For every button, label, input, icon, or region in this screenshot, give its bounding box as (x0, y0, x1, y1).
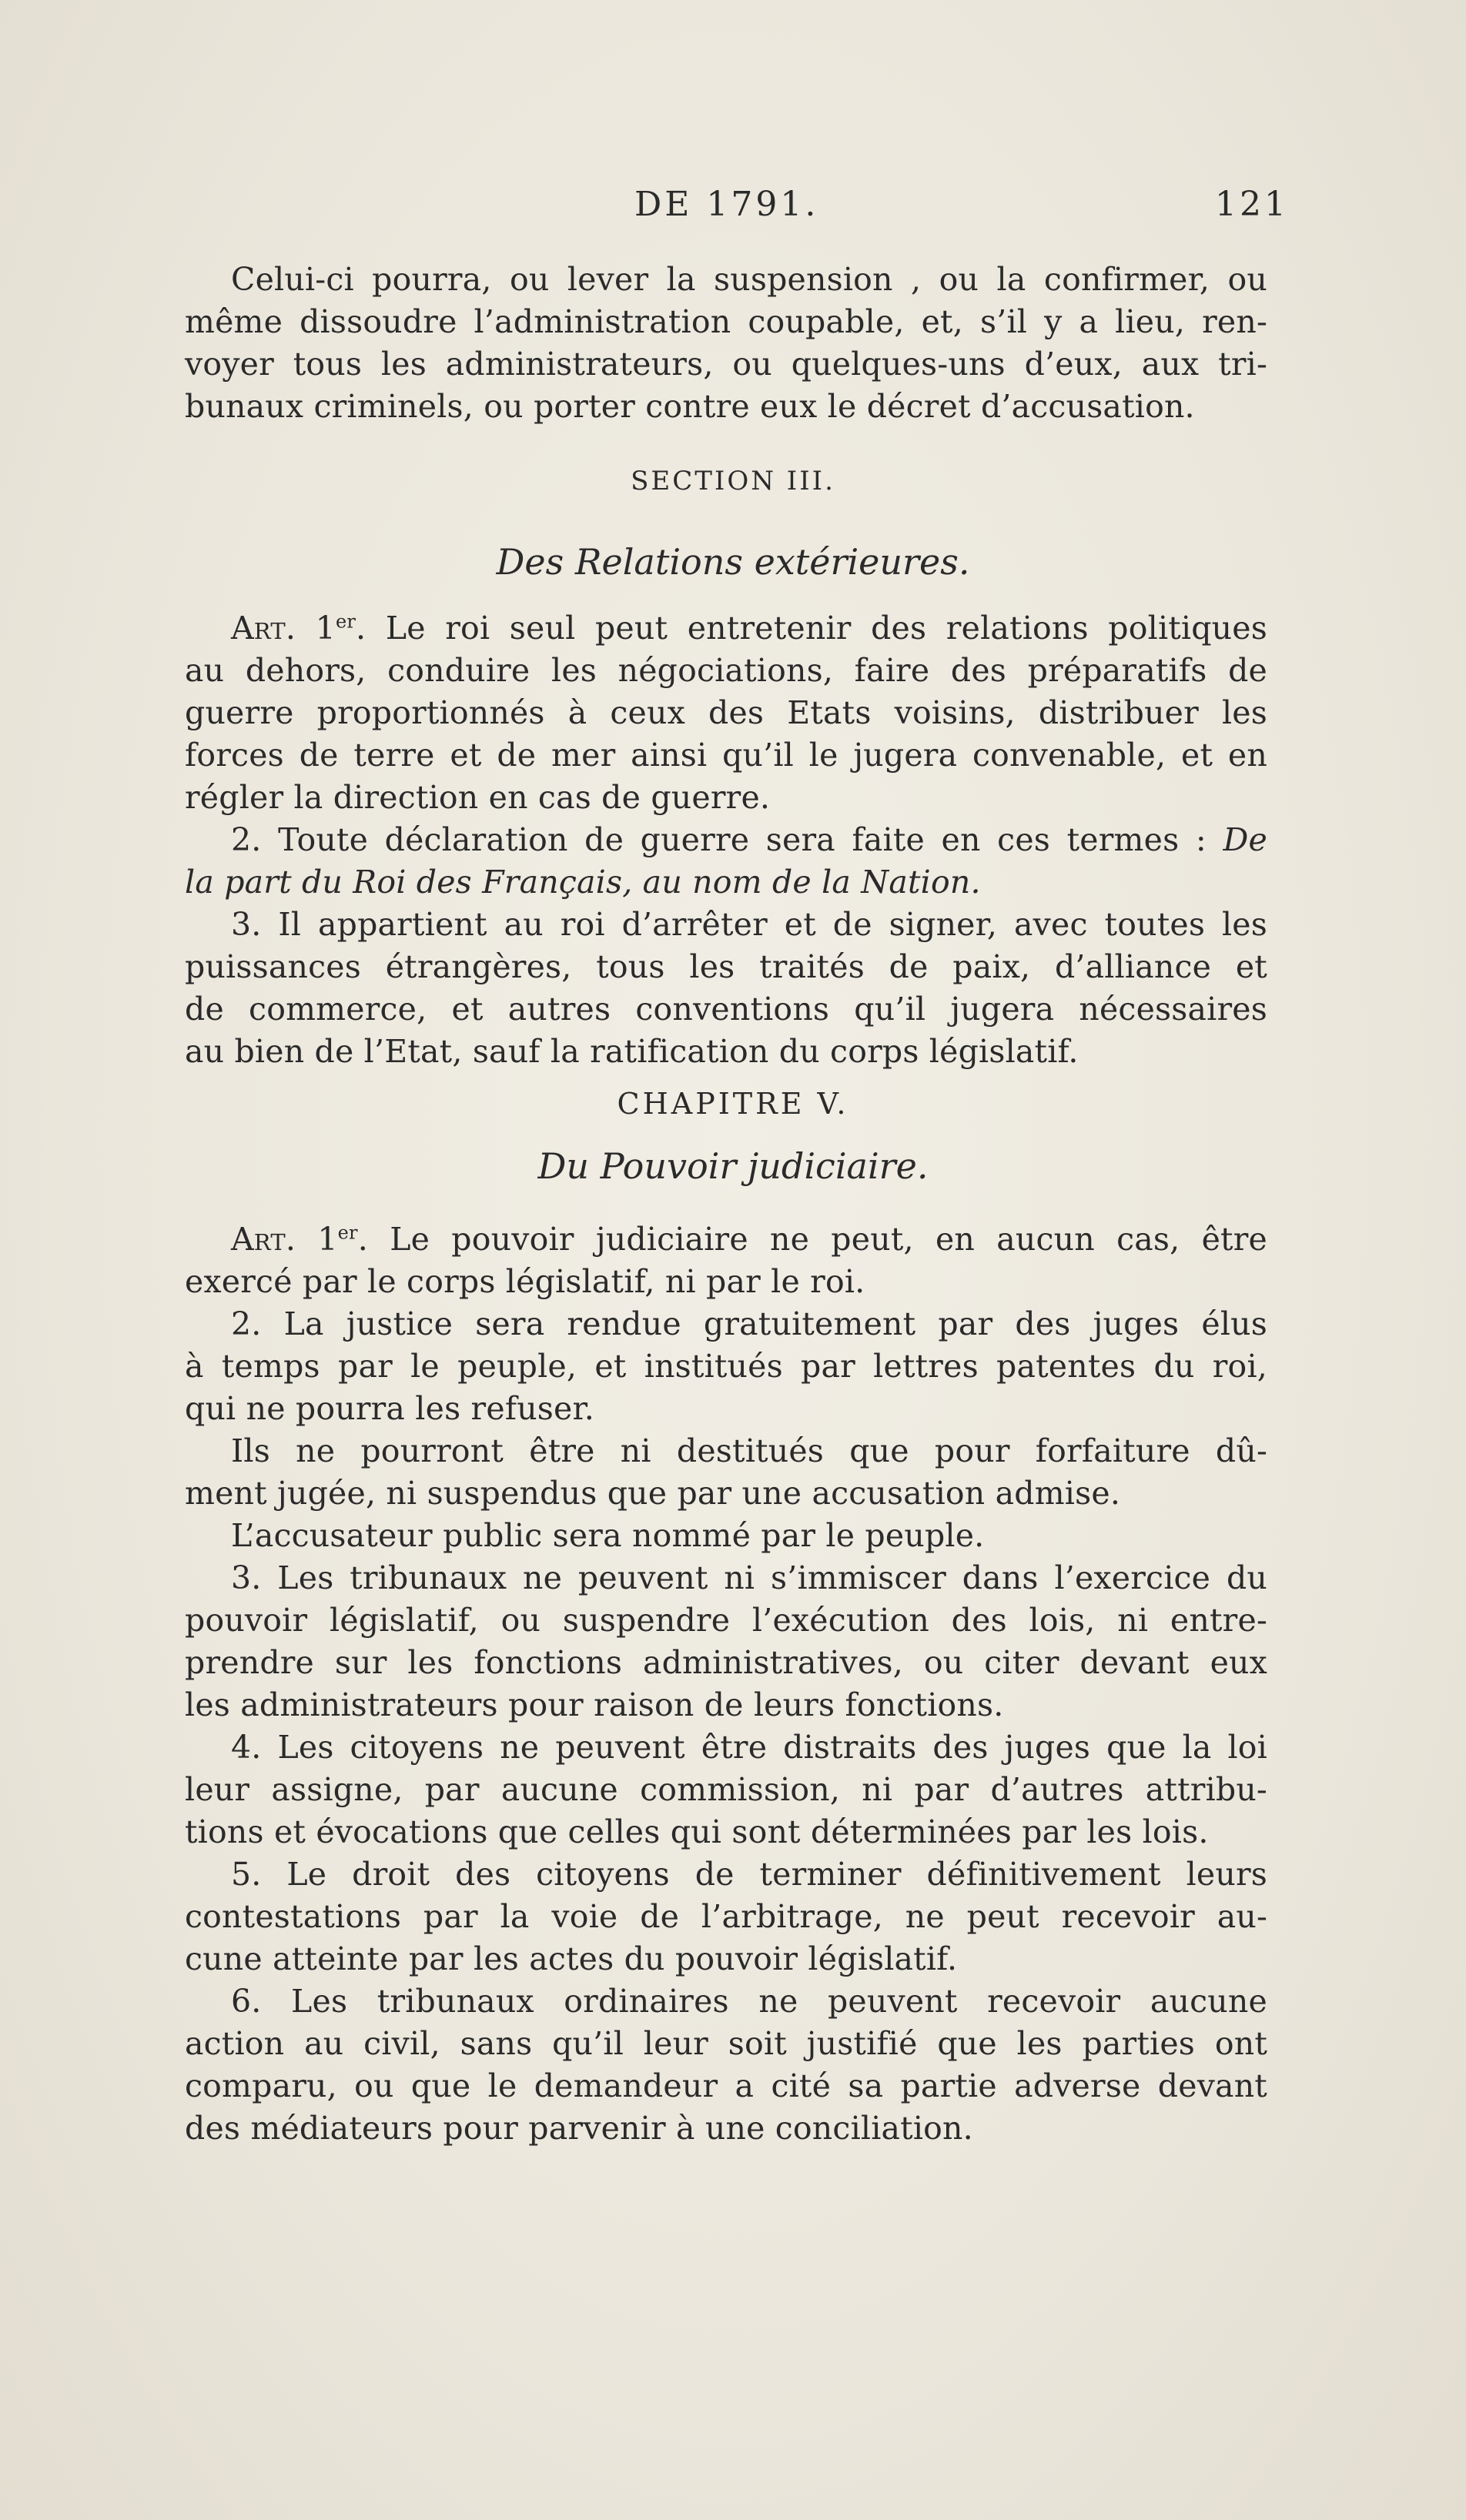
text-line: même dissoudre l’administration coupable, et, s’il y a lieu, ren- (185, 303, 1267, 340)
chapter-5-articles (185, 1218, 1267, 2150)
page-number: 121 (1215, 185, 1289, 224)
italic-text: De (1223, 821, 1267, 858)
article-text: . Le roi seul peut entretenir des relations politiques (356, 610, 1267, 647)
text-line: guerre proportionnés à ceux des Etats voisins, distribuer les (185, 694, 1267, 731)
text-line: action au civil, sans qu’il leur soit justifié que les parties ont (185, 2025, 1267, 2062)
text-line: voyer tous les administrateurs, ou quelques-uns d’eux, aux tri- (185, 346, 1267, 383)
article-superscript: er (335, 610, 356, 633)
text-line (185, 861, 1267, 904)
text-line: des médiateurs pour parvenir à une conciliation. (185, 2110, 973, 2147)
text-line: à temps par le peuple, et institués par lettres patentes du roi, (185, 1348, 1267, 1385)
chapter-heading: CHAPITRE V. (617, 1087, 849, 1121)
text-line: 4. Les citoyens ne peuvent être distraits des juges que la loi (231, 1729, 1267, 1766)
text-line: 6. Les tribunaux ordinaires ne peuvent recevoir aucune (231, 1983, 1267, 2020)
text-line: bunaux criminels, ou porter contre eux le décret d’accusation. (185, 388, 1195, 425)
text-line: puissances étrangères, tous les traités de paix, d’alliance et (185, 948, 1267, 985)
text-line: L’accusateur public sera nommé par le peuple. (231, 1517, 985, 1554)
article-2-line (185, 819, 1267, 861)
article-1-line (185, 607, 1267, 650)
text-line: leur assigne, par aucune commission, ni par d’autres attribu- (185, 1771, 1267, 1808)
text-line: prendre sur les fonctions administratives, ou citer devant eux (185, 1644, 1267, 1681)
text-line: 3. Les tribunaux ne peuvent ni s’immiscer dans l’exercice du (231, 1559, 1267, 1596)
text-line: ment jugée, ni suspendus que par une accusation admise. (185, 1475, 1121, 1512)
page-header (0, 185, 1466, 231)
article-label: Art. (231, 610, 296, 647)
chapter-title: Du Pouvoir judiciaire. (537, 1145, 929, 1187)
section-title: Des Relations extérieures. (496, 541, 970, 583)
text-line: régler la direction en cas de guerre. (185, 779, 771, 816)
article-number: 1 (315, 610, 336, 647)
article-text: . Le pouvoir judiciaire ne peut, en aucun cas, être (357, 1221, 1268, 1258)
text-line: Ils ne pourront être ni destitués que pour forfaiture dû- (231, 1432, 1267, 1469)
text-line: cune atteinte par les actes du pouvoir législatif. (185, 1940, 958, 1977)
running-title: DE 1791. (634, 185, 819, 224)
text-line: au bien de l’Etat, sauf la ratification du corps législatif. (185, 1033, 1079, 1070)
article-number: 1 (317, 1221, 338, 1258)
text-line: au dehors, conduire les négociations, faire des préparatifs de (185, 652, 1267, 689)
article-superscript: er (337, 1222, 358, 1244)
text-line: 5. Le droit des citoyens de terminer définitivement leurs (231, 1856, 1267, 1893)
text-line: 3. Il appartient au roi d’arrêter et de signer, avec toutes les (231, 906, 1267, 943)
text-line: comparu, ou que le demandeur a cité sa partie adverse devant (185, 2067, 1267, 2104)
italic-text: la part du Roi des Français, au nom de la Nation. (185, 864, 981, 901)
section-3-articles (185, 607, 1267, 1073)
text-line: exercé par le corps législatif, ni par le roi. (185, 1263, 865, 1300)
text-line: forces de terre et de mer ainsi qu’il le jugera convenable, et en (185, 737, 1267, 774)
text-line: les administrateurs pour raison de leurs fonctions. (185, 1686, 1004, 1723)
text-line: 2. La justice sera rendue gratuitement par des juges élus (231, 1305, 1267, 1342)
article-1-line (185, 1218, 1267, 1261)
article-label: Art. (231, 1221, 296, 1258)
text-line: pouvoir législatif, ou suspendre l’exécution des lois, ni entre- (185, 1602, 1267, 1639)
section-heading: SECTION III. (631, 466, 835, 496)
intro-paragraph (185, 259, 1267, 428)
text-line: qui ne pourra les refuser. (185, 1390, 595, 1427)
text-line: contestations par la voie de l’arbitrage, ne peut recevoir au- (185, 1898, 1267, 1935)
text-line: Celui-ci pourra, ou lever la suspension , ou la confirmer, ou (231, 261, 1267, 298)
text-line: tions et évocations que celles qui sont déterminées par les lois. (185, 1813, 1209, 1850)
text-line: de commerce, et autres conventions qu’il jugera nécessaires (185, 991, 1267, 1028)
article-text: 2. Toute déclaration de guerre sera faite en ces termes : (231, 821, 1223, 858)
